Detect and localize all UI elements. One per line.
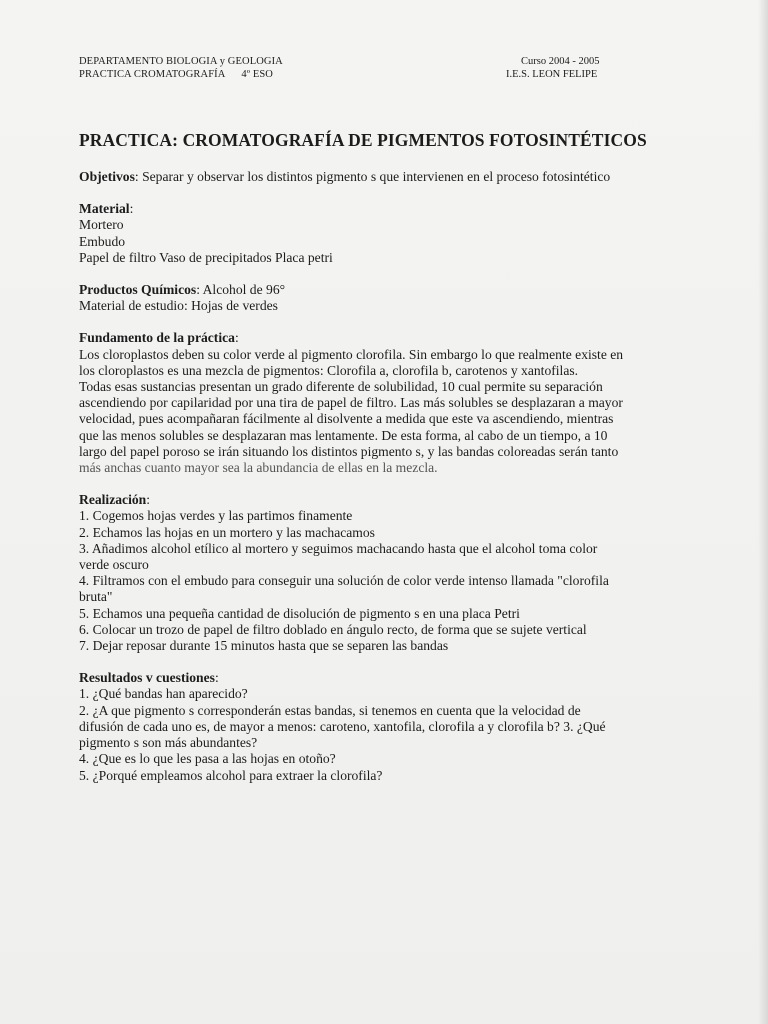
procedure-colon: : [146,492,150,508]
procedure-step: 3. Añadimos alcohol etílico al mortero y seguimos machacando hasta que el alcohol toma color [79,540,598,556]
document-body [79,169,699,800]
procedure-step: verde oscuro [79,557,149,573]
objectives-section [79,169,699,185]
question-line: pigmento s son más abundantes? [79,735,258,751]
procedure-step: 1. Cogemos hojas verdes y las partimos finamente [79,508,353,524]
header-left [79,56,283,81]
course-year: Curso 2004 - 2005 [521,56,600,67]
fundamentals-line: que las menos solubles se desplazaran mas lentamente. De esta forma, al cabo de un tiempo, a 10 [79,427,608,443]
chemicals-section [79,282,699,314]
results-colon: : [214,670,219,686]
procedure-step: bruta" [79,589,113,605]
study-material: Material de estudio: Hojas de verdes [79,298,278,314]
results-section [79,670,699,783]
practice-line [79,69,283,82]
results-list [79,686,699,783]
procedure-step: 6. Colocar un trozo de papel de filtro doblado en ángulo recto, de forma que se sujete vertical [79,621,587,637]
chemicals-text: : Alcohol de 96° [196,282,286,298]
question-line: 1. ¿Qué bandas han aparecido? [79,686,248,702]
question-line: 4. ¿Que es lo que les pasa a las hojas en otoño? [79,751,336,767]
procedure-label: Realización [79,492,147,508]
procedure-step: 7. Dejar reposar durante 15 minutos hasta que se separen las bandas [79,638,449,654]
fundamentals-line: Todas esas sustancias presentan un grado diferente de solubilidad, 10 cual permite su separación [79,379,603,395]
department-name: DEPARTAMENTO BIOLOGIA y GEOLOGIA [79,56,283,67]
fundamentals-line: más anchas cuanto mayor sea la abundancia de ellas en la mezcla. [79,460,438,476]
material-colon: : [129,201,134,217]
material-item: Papel de filtro Vaso de precipitados Placa petri [79,249,333,265]
objectives-label: Objetivos [79,169,135,184]
material-item: Embudo [79,233,126,249]
chemicals-label: Productos Químicos [79,282,197,298]
question-line: difusión de cada uno es, de mayor a menos: caroteno, xantofila, clorofila a y clorofila b? 3. ¿Qué [79,718,606,734]
procedure-step: 5. Echamos una pequeña cantidad de disolución de pigmento s en una placa Petri [79,605,520,621]
scan-edge-shadow [758,0,768,1024]
procedure-step: 4. Filtramos con el embudo para conseguir una solución de color verde intenso llamada "clorofila [79,573,609,589]
material-item: Mortero [79,217,124,233]
objectives-text: : Separar y observar los distintos pigmento s que intervienen en el proceso fotosintético [134,169,611,184]
level: 4º ESO [241,68,273,80]
question-line: 2. ¿A que pigmento s corresponderán estas bandas, si tenemos en cuenta que la velocidad de [79,702,581,718]
procedure-list [79,508,699,654]
header-right [506,56,599,81]
fundamentals-line: Los cloroplastos deben su color verde al pigmento clorofila. Sin embargo lo que realmente existe en [79,346,624,362]
fundamentals-line: velocidad, pues acompañaran fácilmente al disolvente a medida que este va ascendiendo, mientras [79,411,614,427]
fundamentals-section [79,330,699,476]
school-name: I.E.S. LEON FELIPE [506,68,598,80]
fundamentals-line: los cloroplastos es una mezcla de pigmentos: Clorofila a, clorofila b, carotenos y xantofilas. [79,362,579,378]
document-title: PRACTICA: CROMATOGRAFÍA DE PIGMENTOS FOTOSINTÉTICOS [79,130,647,150]
procedure-step: 2. Echamos las hojas en un mortero y las machacamos [79,524,375,540]
results-label: Resultados v cuestiones [79,670,215,686]
question-line: 5. ¿Porqué empleamos alcohol para extraer la clorofila? [79,767,383,783]
material-list [79,217,699,266]
fundamentals-label: Fundamento de la práctica [79,330,235,346]
fundamentals-line: ascendiendo por capilaridad por una tira de papel de filtro. Las más solubles se desplazaran a mayor [79,395,623,411]
fundamentals-colon: : [234,330,239,346]
fundamentals-line: largo del papel poroso se irán situando los distintos pigmento s, y las bandas coloreadas serán tanto [79,443,619,459]
material-section [79,201,699,266]
material-label: Material [79,201,130,217]
procedure-section [79,492,699,654]
practice-name: PRACTICA CROMATOGRAFÍA [79,68,226,80]
